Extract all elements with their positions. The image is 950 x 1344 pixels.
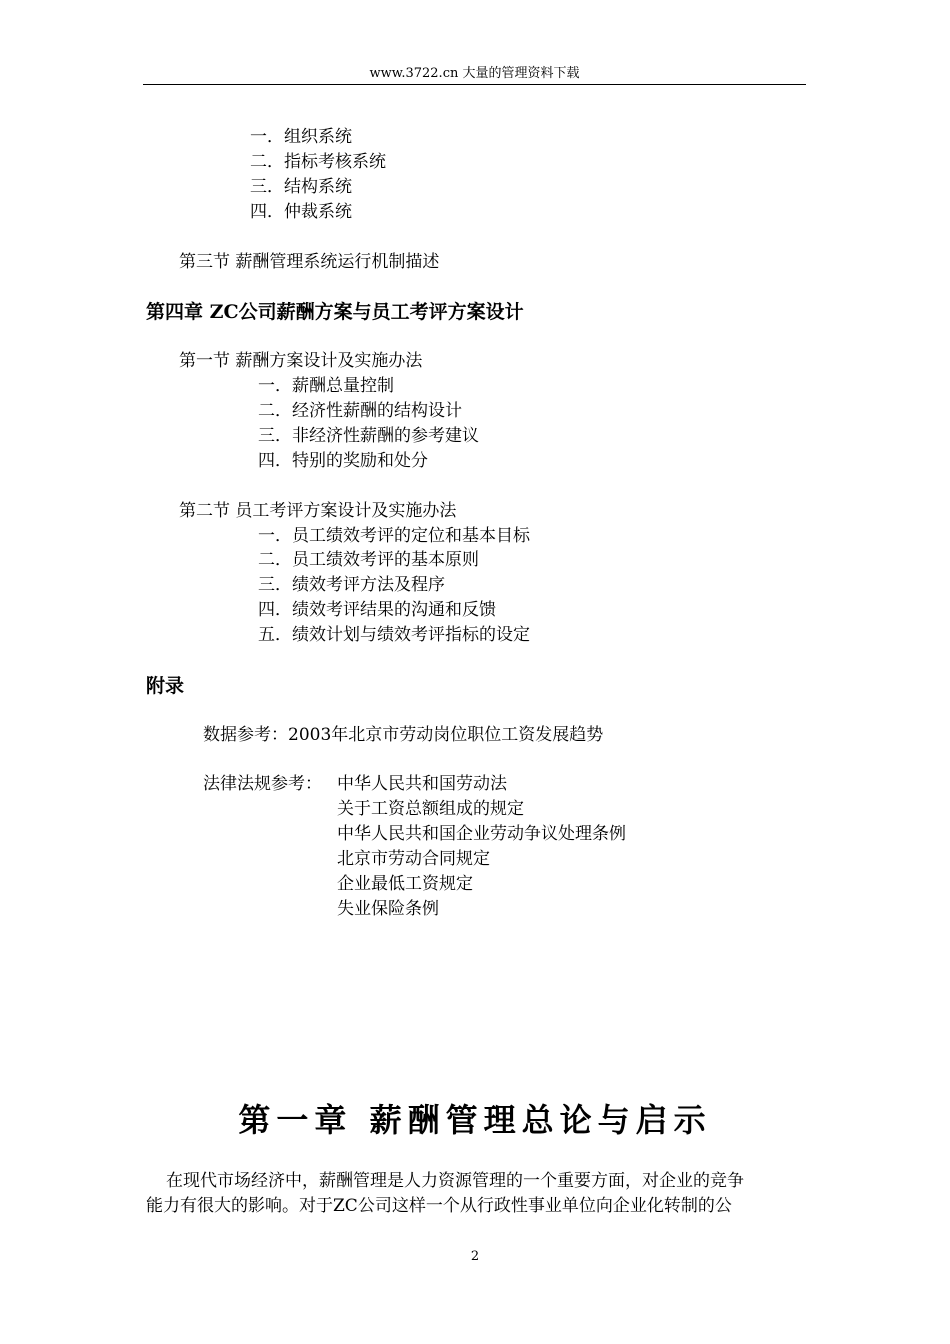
page-header: www.3722.cn 大量的管理资料下载 bbox=[369, 66, 580, 81]
data-reference: 数据参考：2003年北京市劳动岗位职位工资发展趋势 bbox=[203, 725, 604, 745]
law-item: 北京市劳动合同规定 bbox=[337, 849, 490, 869]
toc-item: 三．结构系统 bbox=[250, 177, 352, 197]
law-item: 中华人民共和国劳动法 bbox=[337, 774, 507, 794]
header-rule bbox=[143, 84, 806, 85]
toc-item: 三．绩效考评方法及程序 bbox=[258, 575, 445, 595]
toc-item: 二．员工绩效考评的基本原则 bbox=[258, 550, 479, 570]
page-number: 2 bbox=[470, 1249, 480, 1264]
toc-item: 一．员工绩效考评的定位和基本目标 bbox=[258, 526, 530, 546]
toc-item: 一．薪酬总量控制 bbox=[258, 376, 394, 396]
toc-item: 三．非经济性薪酬的参考建议 bbox=[258, 426, 479, 446]
appendix-title: 附录 bbox=[146, 675, 185, 697]
body-paragraph-line: 能力有很大的影响。对于ZC公司这样一个从行政性事业单位向企业化转制的公 bbox=[146, 1196, 732, 1216]
law-item: 企业最低工资规定 bbox=[337, 874, 473, 894]
law-item: 失业保险条例 bbox=[337, 899, 439, 919]
toc-section: 第二节 员工考评方案设计及实施办法 bbox=[179, 501, 457, 521]
toc-item: 一．组织系统 bbox=[250, 127, 352, 147]
body-paragraph-line: 在现代市场经济中，薪酬管理是人力资源管理的一个重要方面，对企业的竞争 bbox=[166, 1171, 744, 1191]
toc-chapter-title: 第四章 ZC公司薪酬方案与员工考评方案设计 bbox=[146, 301, 524, 323]
chapter-title: 第一章 薪酬管理总论与启示 bbox=[238, 1101, 712, 1139]
toc-item: 二．指标考核系统 bbox=[250, 152, 386, 172]
toc-section: 第三节 薪酬管理系统运行机制描述 bbox=[179, 252, 440, 272]
law-item: 中华人民共和国企业劳动争议处理条例 bbox=[337, 824, 626, 844]
toc-item: 二．经济性薪酬的结构设计 bbox=[258, 401, 462, 421]
toc-item: 四．绩效考评结果的沟通和反馈 bbox=[258, 600, 496, 620]
toc-item: 四．仲裁系统 bbox=[250, 202, 352, 222]
toc-item: 四．特别的奖励和处分 bbox=[258, 451, 428, 471]
law-reference-label: 法律法规参考： bbox=[203, 774, 322, 794]
toc-item: 五．绩效计划与绩效考评指标的设定 bbox=[258, 625, 530, 645]
law-item: 关于工资总额组成的规定 bbox=[337, 799, 524, 819]
toc-section: 第一节 薪酬方案设计及实施办法 bbox=[179, 351, 423, 371]
